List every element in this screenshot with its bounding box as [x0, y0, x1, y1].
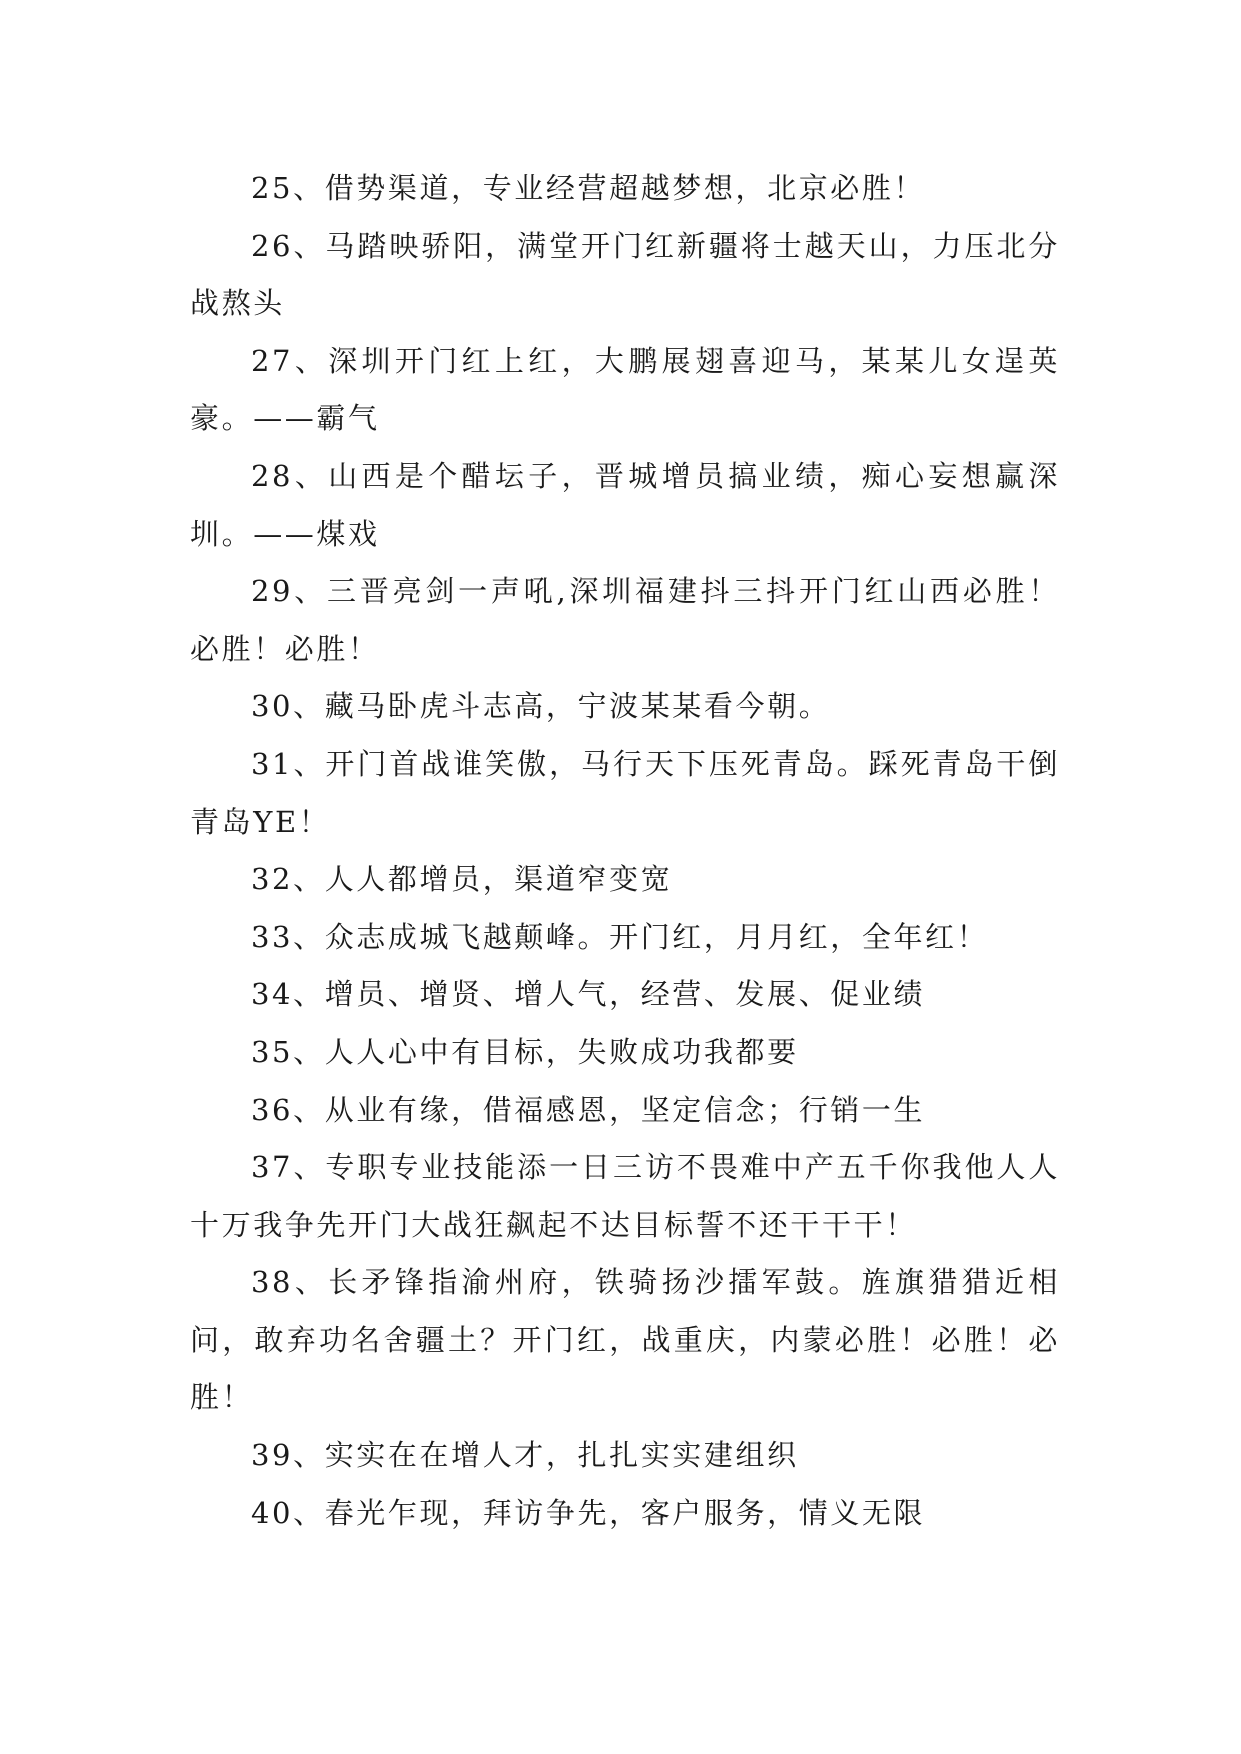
slogan-paragraph: 25、借势渠道，专业经营超越梦想，北京必胜！ [251, 171, 926, 205]
slogan-paragraph: 39、实实在在增人才，扎扎实实建组织 [251, 1438, 799, 1473]
slogan-paragraph: 33、众志成城飞越颠峰。开门红，月月红，全年红！ [251, 919, 989, 954]
slogan-paragraph: 35、人人心中有目标，失败成功我都要 [251, 1034, 799, 1069]
slogan-paragraph: 40、春光乍现，拜访争先，客户服务，情义无限 [251, 1495, 926, 1530]
slogan-paragraph: 32、人人都增员，渠道窄变宽 [251, 862, 673, 897]
slogan-paragraph: 30、藏马卧虎斗志高，宁波某某看今朝。 [251, 689, 831, 724]
slogan-paragraph: 26、马踏映骄阳，满堂开门红新疆将士越天山，力压北分战熬头 [190, 228, 1060, 321]
slogan-paragraph: 34、增员、增贤、增人气，经营、发展、促业绩 [251, 977, 926, 1012]
slogan-paragraph: 37、专职专业技能添一日三访不畏难中产五千你我他人人十万我争先开门大战狂飙起不达目标誓不还干干干！ [190, 1150, 1060, 1242]
slogan-paragraph: 36、从业有缘，借福感恩，坚定信念；行销一生 [251, 1092, 926, 1127]
slogan-paragraph: 38、长矛锋指渝州府，铁骑扬沙擂军鼓。旌旗猎猎近相问，敢弃功名舍疆土？开门红，战重庆，内蒙必胜！必胜！必胜！ [190, 1265, 1060, 1415]
slogan-paragraph: 27、深圳开门红上红，大鹏展翅喜迎马，某某儿女逞英豪。——霸气 [190, 343, 1060, 436]
slogan-paragraph: 28、山西是个醋坛子，晋城增员搞业绩，痴心妄想赢深圳。——煤戏 [190, 458, 1060, 551]
slogan-paragraph: 31、开门首战谁笑傲，马行天下压死青岛。踩死青岛干倒青岛YE！ [190, 746, 1060, 839]
slogan-paragraph: 29、三晋亮剑一声吼,深圳福建抖三抖开门红山西必胜！必胜！必胜！ [190, 574, 1060, 666]
document-body [190, 160, 1060, 1542]
